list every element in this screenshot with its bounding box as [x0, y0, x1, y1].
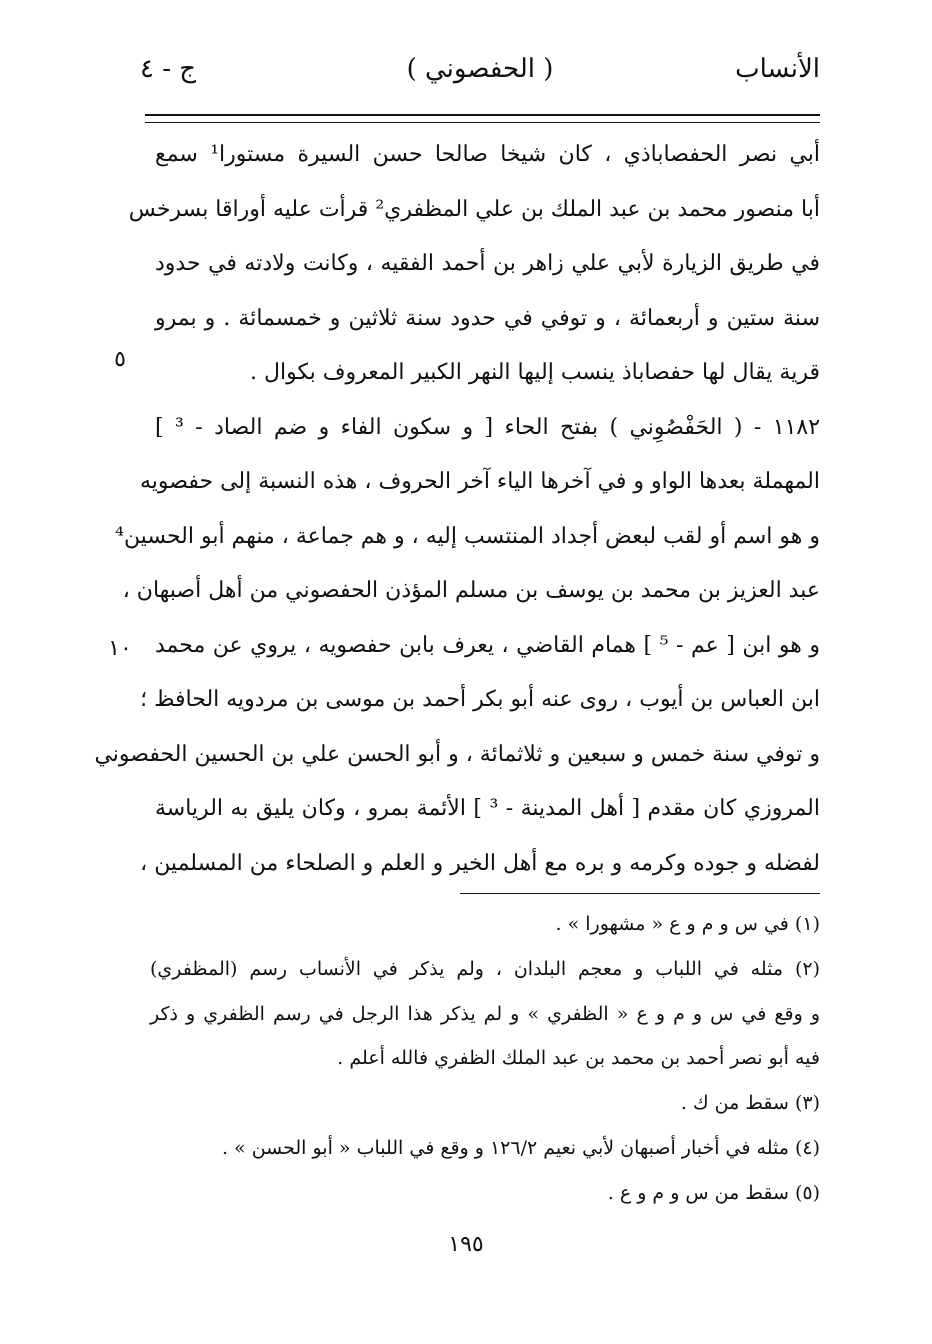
line-number-5: ٥	[114, 347, 126, 372]
text-line: المهملة بعدها الواو و في آخرها الياء آخر الحروف ، هذه النسبة إلى حفصويه	[140, 469, 820, 494]
footnote: (٤) مثله في أخبار أصبهان لأبي نعيم ١٢٦/٢ و وقع في اللباب « أبو الحسن » .	[221, 1136, 820, 1159]
text-line: و هو ابن [ عم - ⁵ ] همام القاضي ، يعرف بابن حفصويه ، يروي عن محمد	[155, 632, 820, 658]
running-head	[140, 54, 820, 94]
footnotes	[150, 902, 820, 1216]
text-line: لفضله و جوده وكرمه و بره مع أهل الخير و العلم و الصلحاء من المسلمين ،	[140, 850, 820, 876]
page-number: ١٩٥	[448, 1232, 484, 1257]
text-line: و توفي سنة خمس و سبعين و ثلاثمائة ، و أبو الحسن علي بن الحسين الحفصوني	[94, 741, 820, 767]
text-line: في طريق الزيارة لأبي علي زاهر بن أحمد الفقيه ، وكانت ولادته في حدود	[155, 251, 820, 276]
footnote: و وقع في س و م و ع « الظفري » و لم يذكر هذا الرجل في رسم الظفري و ذكر	[150, 1002, 820, 1025]
text-line: و هو اسم أو لقب لبعض أجداد المنتسب إليه ، و هم جماعة ، منهم أبو الحسين⁴	[115, 523, 820, 549]
header-book-title: الأنساب	[735, 54, 820, 84]
header-volume: ج - ٤	[140, 54, 197, 84]
text-line: عبد العزيز بن محمد بن يوسف بن مسلم المؤذن الحفصوني من أهل أصبهان ،	[122, 578, 820, 603]
text-line: ابن العباس بن أيوب ، روى عنه أبو بكر أحمد بن موسى بن مردويه الحافظ ؛	[140, 687, 820, 712]
footnote: (٢) مثله في اللباب و معجم البلدان ، ولم يذكر في الأنساب رسم (المظفري)	[150, 957, 820, 980]
footnote: (٣) سقط من ك .	[680, 1092, 820, 1115]
line-number-10: ١٠	[108, 636, 132, 661]
entry-heading-line: ١١٨٢ - ( الحَفْصُوِني ) بفتح الحاء [ و سكون الفاء و ضم الصاد - ³ ]	[155, 414, 821, 440]
footnote: (١) في س و م و ع « مشهورا » .	[555, 913, 820, 935]
footnote: فيه أبو نصر أحمد بن محمد بن عبد الملك الظفري فالله أعلم .	[337, 1047, 820, 1070]
text-line: سنة ستين و أربعمائة ، و توفي في حدود سنة ثلاثين و خمسمائة . و بمرو	[155, 305, 820, 331]
text-line: المروزي كان مقدم [ أهل المدينة - ³ ] الأئمة بمرو ، وكان يليق به الرياسة	[155, 796, 820, 821]
text-line: قرية يقال لها حفصاباذ ينسب إليها النهر الكبير المعروف بكوال .	[250, 360, 820, 385]
footnote-rule	[460, 893, 820, 894]
header-entry-title: ( الحفصوني )	[406, 54, 554, 84]
text-line: أبا منصور محمد بن عبد الملك بن علي المظفري² قرأت عليه أوراقا بسرخس	[128, 196, 820, 222]
text-line: أبي نصر الحفصاباذي ، كان شيخا صالحا حسن السيرة مستورا¹ سمع	[155, 142, 821, 167]
footnote: (٥) سقط من س و م و ع .	[607, 1181, 820, 1204]
header-rule	[145, 114, 820, 123]
